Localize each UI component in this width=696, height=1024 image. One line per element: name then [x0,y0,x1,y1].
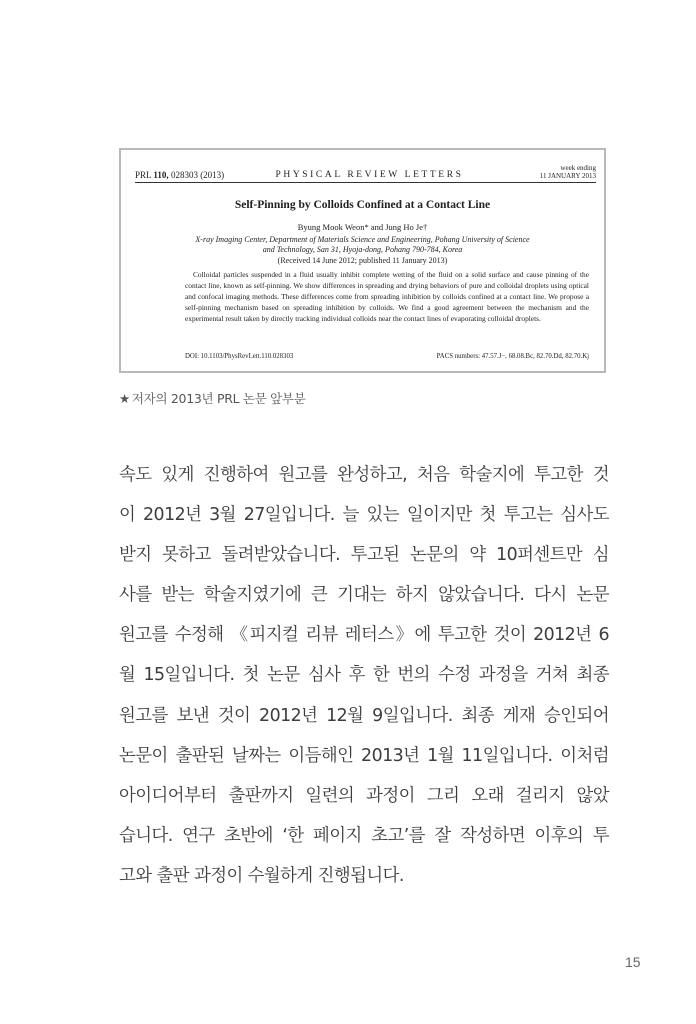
body-line: 이 2012년 3월 27일입니다. 늘 있는 일이지만 첫 투고는 심사도 [119,505,609,526]
paper-received-date: (Received 14 June 2012; published 11 January 2013) [277,256,448,265]
journal-volume: 110, [153,170,169,180]
paper-title: Self-Pinning by Colloids Confined at a Contact Line [234,199,491,211]
body-line: 속도 있게 진행하여 원고를 완성하고, 처음 학술지에 투고한 것 [119,465,609,485]
figure-caption [119,389,305,407]
page-number: 15 [625,954,641,970]
body-line: 사를 받는 학술지였기에 큰 기대는 하지 않았습니다. 다시 논문 [119,585,609,606]
body-line: 아이디어부터 출판까지 일련의 과정이 그리 오래 걸리지 않았 [119,785,609,806]
week-ending: week ending 11 JANUARY 2013 [539,164,596,180]
paper-affiliation: X-ray Imaging Center, Department of Materials Science and Engineering, Pohang University of Science and Technology, San 31, Hyoja-dong, Pohang 790-784, Korea [195,235,530,254]
body-line: 받지 못하고 돌려받았습니다. 투고된 논문의 약 10퍼센트만 심 [119,545,609,566]
journal-name: PHYSICAL REVIEW LETTERS [275,170,464,180]
body-line: 원고를 수정해 《피지컬 리뷰 레터스》에 투고한 것이 2012년 6 [119,625,609,646]
body-paragraph [119,455,609,896]
paper-snapshot-figure [119,148,606,373]
body-line: 논문이 출판된 날짜는 이듬해인 2013년 1월 11일입니다. 이처럼 [119,745,609,766]
caption-text: 저자의 2013년 PRL 논문 앞부분 [131,391,306,406]
paper-abstract: Colloidal particles suspended in a fluid usually inhibit complete wetting of the fluid on a solid surface and cause pinning of the contact line, known as self-pinning. We show differences in spreading and drying behaviors of pure and colloidal droplets using optical and confocal imaging methods. These differences come from spreading inhibition by colloids confined at a contact line. We propose a self-pinning mechanism based on spreading inhibition by colloids. We find a good agreement between the mechanism and the experimental result taken by directly tracking individual colloids near the contact lines of evaporating colloidal droplets. [185,270,589,323]
paper-doi: DOI: 10.1103/PhysRevLett.110.028303 [185,353,294,360]
paper-authors: Byung Mook Weon* and Jung Ho Je† [297,222,428,232]
body-line: 원고를 보낸 것이 2012년 12월 9일입니다. 최종 게재 승인되어 [119,705,609,726]
body-line: 습니다. 연구 초반에 ‘한 페이지 초고’를 잘 작성하면 이후의 투 [119,825,609,846]
paper-header [135,162,596,183]
paper-pacs: PACS numbers: 47.57.J−, 68.08.Bc, 82.70.Dd, 82.70.Kj [436,353,589,360]
body-line: 월 15일입니다. 첫 논문 심사 후 한 번의 수정 과정을 거쳐 최종 [119,665,609,686]
journal-reference: PRL 110, 028303 (2013) [135,170,225,180]
star-icon: ★ [119,391,130,406]
body-line: 고와 출판 과정이 수월하게 진행됩니다. [119,865,404,886]
